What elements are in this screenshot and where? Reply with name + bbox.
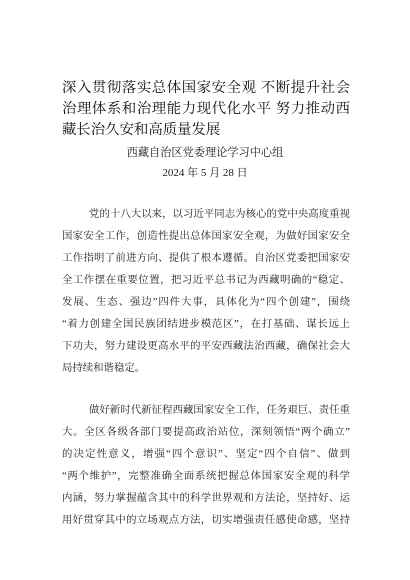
paragraph-line: 内涵，努力掌握蕴含其中的科学世界观和方法论，坚持好、运 xyxy=(62,493,350,504)
body-paragraph xyxy=(62,204,350,380)
paragraph-line: 发展、生态、强边”四件大事，具体化为“四个创建”，围绕 xyxy=(62,297,350,308)
paragraph-line: “两个维护”，完整准确全面系统把握总体国家安全观的科学 xyxy=(62,471,350,482)
paragraph-line: 局持续和谐稳定。 xyxy=(62,363,146,374)
paragraph-line: 全工作摆在重要位置，把习近平总书记为西藏明确的“稳定、 xyxy=(62,275,350,286)
title-line: 深入贯彻落实总体国家安全观 不断提升社会 xyxy=(62,80,350,96)
document-title xyxy=(62,78,350,141)
paragraph-line: “着力创建全国民族团结进步模范区”，在打基础、谋长远上 xyxy=(62,319,350,330)
title-line: 藏长治久安和高质量发展 xyxy=(62,122,221,138)
paragraph-line: 的决定性意义，增强“四个意识”、坚定“四个自信”、做到 xyxy=(62,449,350,460)
body-paragraph xyxy=(62,400,350,532)
paragraph-line: 做好新时代新征程西藏国家安全工作，任务艰巨、责任重 xyxy=(89,405,350,416)
paragraph-line: 用好贯穿其中的立场观点方法，切实增强责任感使命感，坚持 xyxy=(62,515,350,526)
document-author: 西藏自治区党委理论学习中心组 xyxy=(126,147,284,159)
paragraph-line: 下功夫，努力建设更高水平的平安西藏法治西藏，确保社会大 xyxy=(62,341,350,352)
paragraph-line: 党的十八大以来，以习近平同志为核心的党中央高度重视 xyxy=(89,209,350,220)
title-line: 治理体系和治理能力现代化水平 努力推动西 xyxy=(62,101,350,117)
document-date: 2024 年 5 月 28 日 xyxy=(162,167,248,179)
paragraph-line: 国家安全工作，创造性提出总体国家安全观，为做好国家安全 xyxy=(62,231,350,242)
paragraph-line: 工作指明了前进方向、提供了根本遵循。自治区党委把国家安 xyxy=(62,253,350,264)
paragraph-line: 大。全区各级各部门要提高政治站位，深刻领悟“两个确立” xyxy=(62,427,350,438)
